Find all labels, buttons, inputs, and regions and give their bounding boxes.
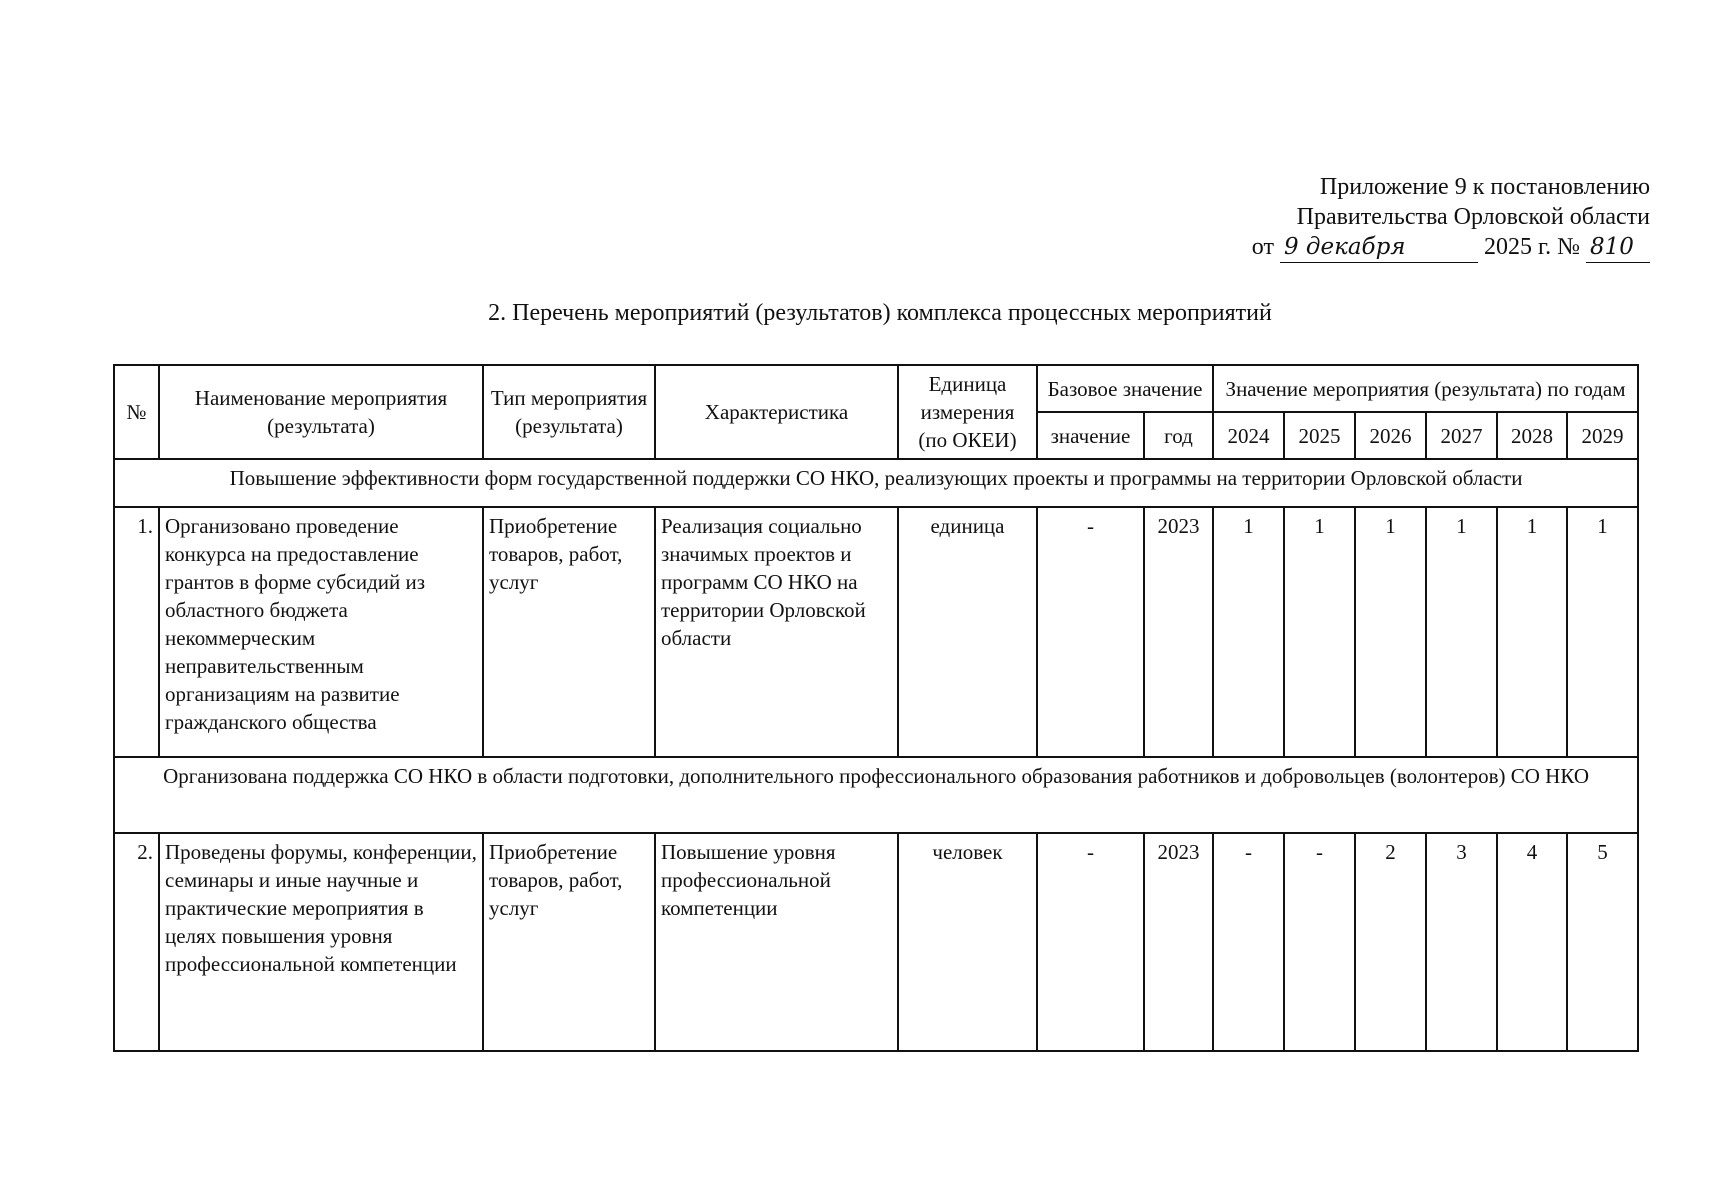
header-values-by-year: Значение мероприятия (результата) по годам	[1213, 365, 1638, 412]
year-label: 2025 г. №	[1483, 234, 1580, 260]
table-row	[114, 507, 1638, 757]
row-name: Проведены форумы, конференции, семинары и иные научные и практические мероприятия в целях повышения уровня профессиональной компетенции	[159, 833, 483, 1051]
section-title: Организована поддержка СО НКО в области подготовки, дополнительного профессионального образования работников и добровольцев (волонтеров) СО НКО	[114, 757, 1638, 833]
appendix-line-3	[1170, 232, 1650, 263]
row-characteristic: Реализация социально значимых проектов и программ СО НКО на территории Орловской области	[655, 507, 898, 757]
header-year: 2026	[1355, 412, 1426, 459]
header-type: Тип мероприятия (результата)	[483, 365, 655, 459]
row-value-2029: 1	[1567, 507, 1638, 757]
row-type: Приобретение товаров, работ, услуг	[483, 507, 655, 757]
row-value-2026: 2	[1355, 833, 1426, 1051]
section-title: Повышение эффективности форм государственной поддержки СО НКО, реализующих проекты и программы на территории Орловской области	[114, 459, 1638, 507]
row-name: Организовано проведение конкурса на предоставление грантов в форме субсидий из областного бюджета некоммерческим неправительственным организациям на развитие гражданского общества	[159, 507, 483, 757]
row-characteristic: Повышение уровня профессиональной компетенции	[655, 833, 898, 1051]
row-value-2025: -	[1284, 833, 1355, 1051]
row-num: 1.	[114, 507, 159, 757]
header-base: Базовое значение	[1037, 365, 1213, 412]
header-year: 2025	[1284, 412, 1355, 459]
row-value-2028: 4	[1497, 833, 1567, 1051]
header-name: Наименование мероприятия (результата)	[159, 365, 483, 459]
table-header-row-1	[114, 365, 1638, 412]
row-base-value: -	[1037, 507, 1144, 757]
row-unit: человек	[898, 833, 1037, 1051]
row-value-2027: 3	[1426, 833, 1497, 1051]
appendix-header	[1170, 172, 1650, 263]
header-num: №	[114, 365, 159, 459]
table-row	[114, 833, 1638, 1051]
row-value-2025: 1	[1284, 507, 1355, 757]
row-value-2028: 1	[1497, 507, 1567, 757]
appendix-line-2: Правительства Орловской области	[1296, 204, 1650, 230]
row-base-year: 2023	[1144, 833, 1213, 1051]
section-row	[114, 459, 1638, 507]
header-year: 2028	[1497, 412, 1567, 459]
header-year: 2029	[1567, 412, 1638, 459]
header-year: 2027	[1426, 412, 1497, 459]
row-value-2027: 1	[1426, 507, 1497, 757]
measures-table	[113, 364, 1639, 1052]
header-characteristic: Характеристика	[655, 365, 898, 459]
handwritten-number: 810	[1586, 232, 1650, 263]
row-value-2024: 1	[1213, 507, 1284, 757]
appendix-line-1: Приложение 9 к постановлению	[1319, 174, 1650, 200]
header-unit: Единица измерения (по ОКЕИ)	[898, 365, 1037, 459]
header-base-value: значение	[1037, 412, 1144, 459]
row-type: Приобретение товаров, работ, услуг	[483, 833, 655, 1051]
row-value-2029: 5	[1567, 833, 1638, 1051]
page-title: 2. Перечень мероприятий (результатов) комплекса процессных мероприятий	[488, 300, 1272, 326]
date-prefix: от	[1251, 234, 1274, 260]
header-base-year: год	[1144, 412, 1213, 459]
section-row	[114, 757, 1638, 833]
row-base-value: -	[1037, 833, 1144, 1051]
row-value-2024: -	[1213, 833, 1284, 1051]
row-unit: единица	[898, 507, 1037, 757]
row-num: 2.	[114, 833, 159, 1051]
header-year: 2024	[1213, 412, 1284, 459]
handwritten-date: 9 декабря	[1280, 232, 1478, 263]
row-base-year: 2023	[1144, 507, 1213, 757]
row-value-2026: 1	[1355, 507, 1426, 757]
